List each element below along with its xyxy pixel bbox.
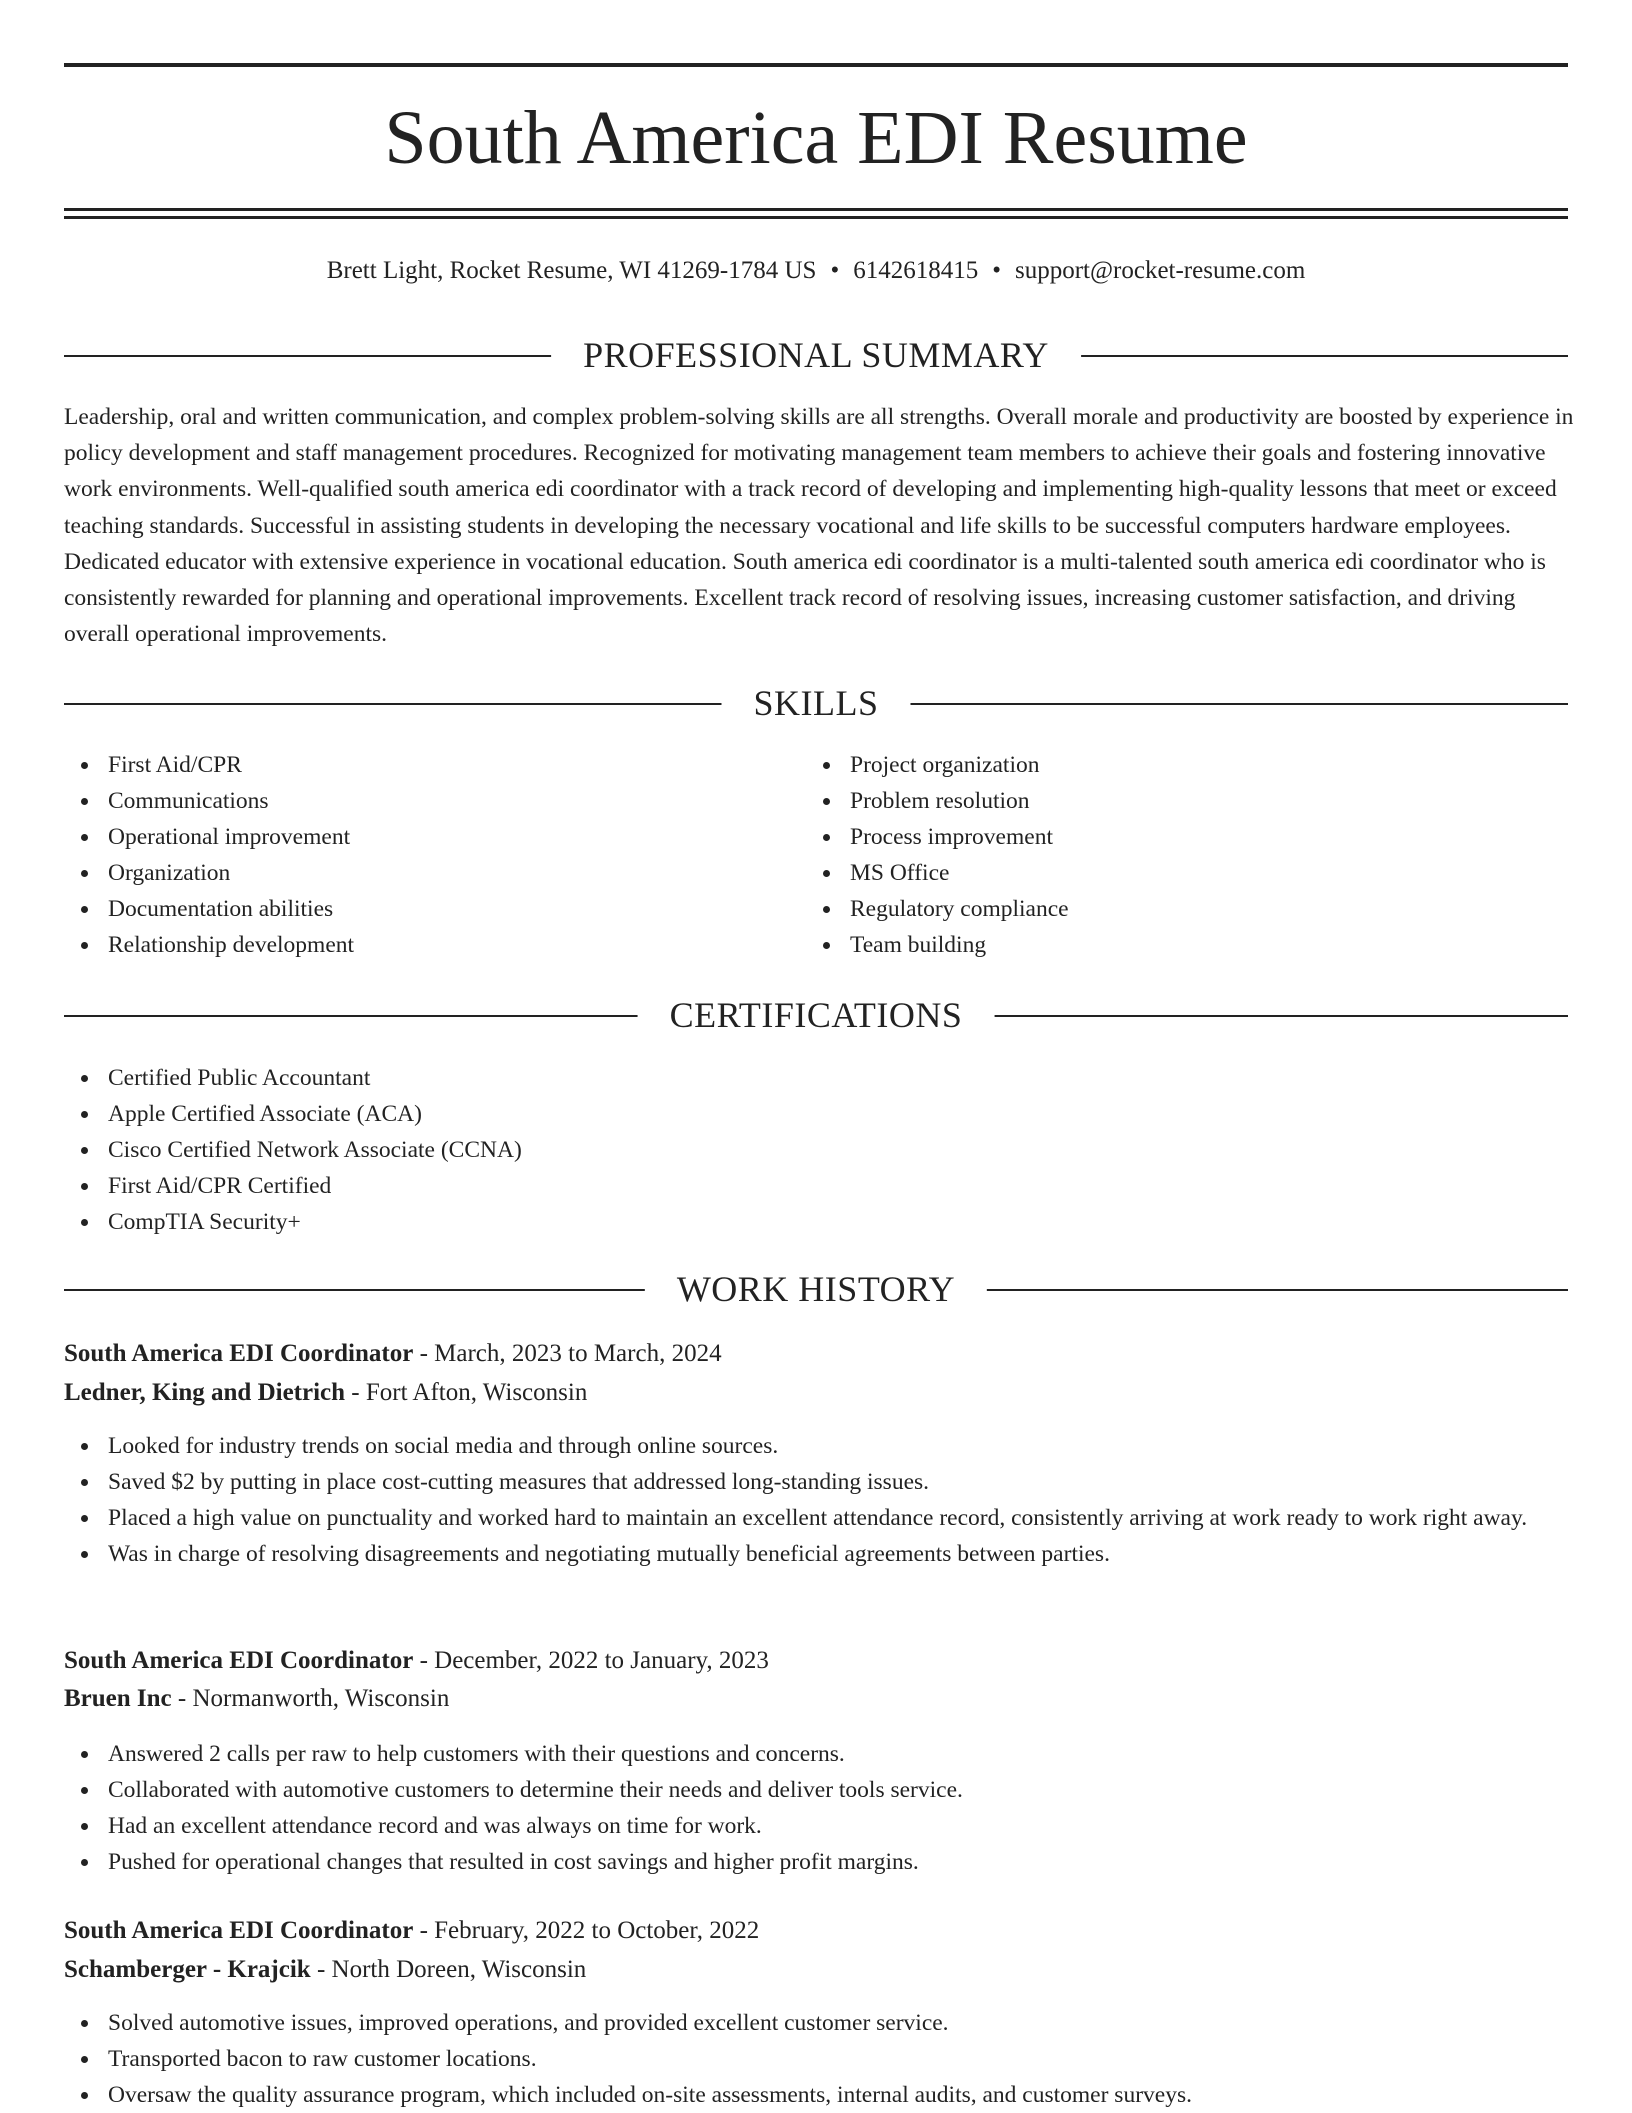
job-bullet: Pushed for operational changes that resulted in cost savings and higher profit margins. <box>64 1844 1574 1880</box>
job-bullet: Saved $2 by putting in place cost-cutting measures that addressed long-standing issues. <box>64 1464 1574 1500</box>
job-company-line <box>64 1952 586 1988</box>
job-company-line <box>64 1375 587 1411</box>
contact-address: Brett Light, Rocket Resume, WI 41269-1784 US <box>326 257 817 284</box>
summary-heading <box>64 332 1568 378</box>
summary-heading-label: PROFESSIONAL SUMMARY <box>551 332 1081 378</box>
certifications-heading-label: CERTIFICATIONS <box>638 992 995 1038</box>
contact-separator: • <box>830 257 840 284</box>
certification-item: CompTIA Security+ <box>64 1204 1568 1240</box>
job-company-line <box>64 1681 449 1717</box>
job-bullet: Was in charge of resolving disagreements and negotiating mutually beneficial agreements between parties. <box>64 1536 1574 1572</box>
job-bullet: Collaborated with automotive customers to determine their needs and deliver tools service. <box>64 1772 1574 1808</box>
work-history-heading-label: WORK HISTORY <box>645 1266 987 1312</box>
skills-heading-label: SKILLS <box>721 680 910 726</box>
skill-item: Team building <box>806 927 1506 963</box>
certifications-heading <box>64 992 1568 1038</box>
summary-text: Leadership, oral and written communication, and complex problem-solving skills are all strengths. Overall morale and productivity are boosted by experience in policy development and staff management procedures. Recognized for motivating management team members to achieve their goals and fostering innovative work environments. Well-qualified south america edi coordinator with a track record of developing and implementing high-quality lessons that meet or exceed teaching standards. Successful in assisting students in developing the necessary vocational and life skills to be successful computers hardware employees. Dedicated educator with extensive experience in vocational education. South america edi coordinator is a multi-talented south america edi coordinator who is consistently rewarded for planning and operational improvements. Excellent track record of resolving issues, increasing customer satisfaction, and driving overall operational improvements. <box>64 404 1574 648</box>
certification-item: Cisco Certified Network Associate (CCNA) <box>64 1132 1568 1168</box>
contact-email: support@rocket-resume.com <box>1015 257 1306 284</box>
job-title: South America EDI Coordinator <box>64 1917 414 1944</box>
job-bullet: Oversaw the quality assurance program, which included on-site assessments, internal audits, and customer surveys. <box>64 2077 1574 2113</box>
skill-item: Process improvement <box>806 819 1506 855</box>
job-title-line <box>64 1643 769 1679</box>
job-title-line <box>64 1336 722 1372</box>
job-bullet: Placed a high value on punctuality and worked hard to maintain an excellent attendance record, consistently arriving at work ready to work right away. <box>64 1500 1574 1536</box>
certification-item: Certified Public Accountant <box>64 1060 1568 1096</box>
certification-item: Apple Certified Associate (ACA) <box>64 1096 1568 1132</box>
skill-item: Documentation abilities <box>64 891 764 927</box>
top-rule <box>64 63 1568 67</box>
skills-list-left <box>64 747 764 963</box>
title-rule-upper <box>64 208 1568 211</box>
skill-item: MS Office <box>806 855 1506 891</box>
page-title: South America EDI Resume <box>384 96 1248 180</box>
job-bullet: Transported bacon to raw customer locations. <box>64 2041 1574 2077</box>
skill-item: First Aid/CPR <box>64 747 764 783</box>
job-dates: - December, 2022 to January, 2023 <box>413 1647 769 1674</box>
skill-item: Project organization <box>806 747 1506 783</box>
job-location: - Normanworth, Wisconsin <box>171 1685 450 1712</box>
job-bullets <box>64 1736 1574 1880</box>
job-title: South America EDI Coordinator <box>64 1647 414 1674</box>
job-bullet: Solved automotive issues, improved operations, and provided excellent customer service. <box>64 2005 1574 2041</box>
job-bullets <box>64 2005 1574 2113</box>
work-history-heading <box>64 1266 1568 1312</box>
job-location: - Fort Afton, Wisconsin <box>345 1379 588 1406</box>
title-rule-lower <box>64 216 1568 219</box>
job-dates: - February, 2022 to October, 2022 <box>413 1917 760 1944</box>
skills-list-right <box>806 747 1506 963</box>
job-bullets <box>64 1428 1574 1572</box>
skills-heading <box>64 680 1568 726</box>
skill-item: Operational improvement <box>64 819 764 855</box>
certification-item: First Aid/CPR Certified <box>64 1168 1568 1204</box>
skill-item: Organization <box>64 855 764 891</box>
contact-line <box>0 254 1632 288</box>
skill-item: Problem resolution <box>806 783 1506 819</box>
skill-item: Communications <box>64 783 764 819</box>
contact-phone: 6142618415 <box>853 257 979 284</box>
contact-separator: • <box>992 257 1001 284</box>
job-company: Ledner, King and Dietrich <box>64 1379 346 1406</box>
job-title: South America EDI Coordinator <box>64 1340 414 1367</box>
job-company: Schamberger - Krajcik <box>64 1956 311 1983</box>
certifications-list <box>64 1060 1568 1240</box>
job-bullet: Answered 2 calls per raw to help customers with their questions and concerns. <box>64 1736 1574 1772</box>
job-company: Bruen Inc <box>64 1685 172 1712</box>
job-location: - North Doreen, Wisconsin <box>310 1956 587 1983</box>
job-dates: - March, 2023 to March, 2024 <box>413 1340 722 1367</box>
job-bullet: Had an excellent attendance record and was always on time for work. <box>64 1808 1574 1844</box>
job-bullet: Looked for industry trends on social media and through online sources. <box>64 1428 1574 1464</box>
skill-item: Relationship development <box>64 927 764 963</box>
job-title-line <box>64 1913 759 1949</box>
skill-item: Regulatory compliance <box>806 891 1506 927</box>
